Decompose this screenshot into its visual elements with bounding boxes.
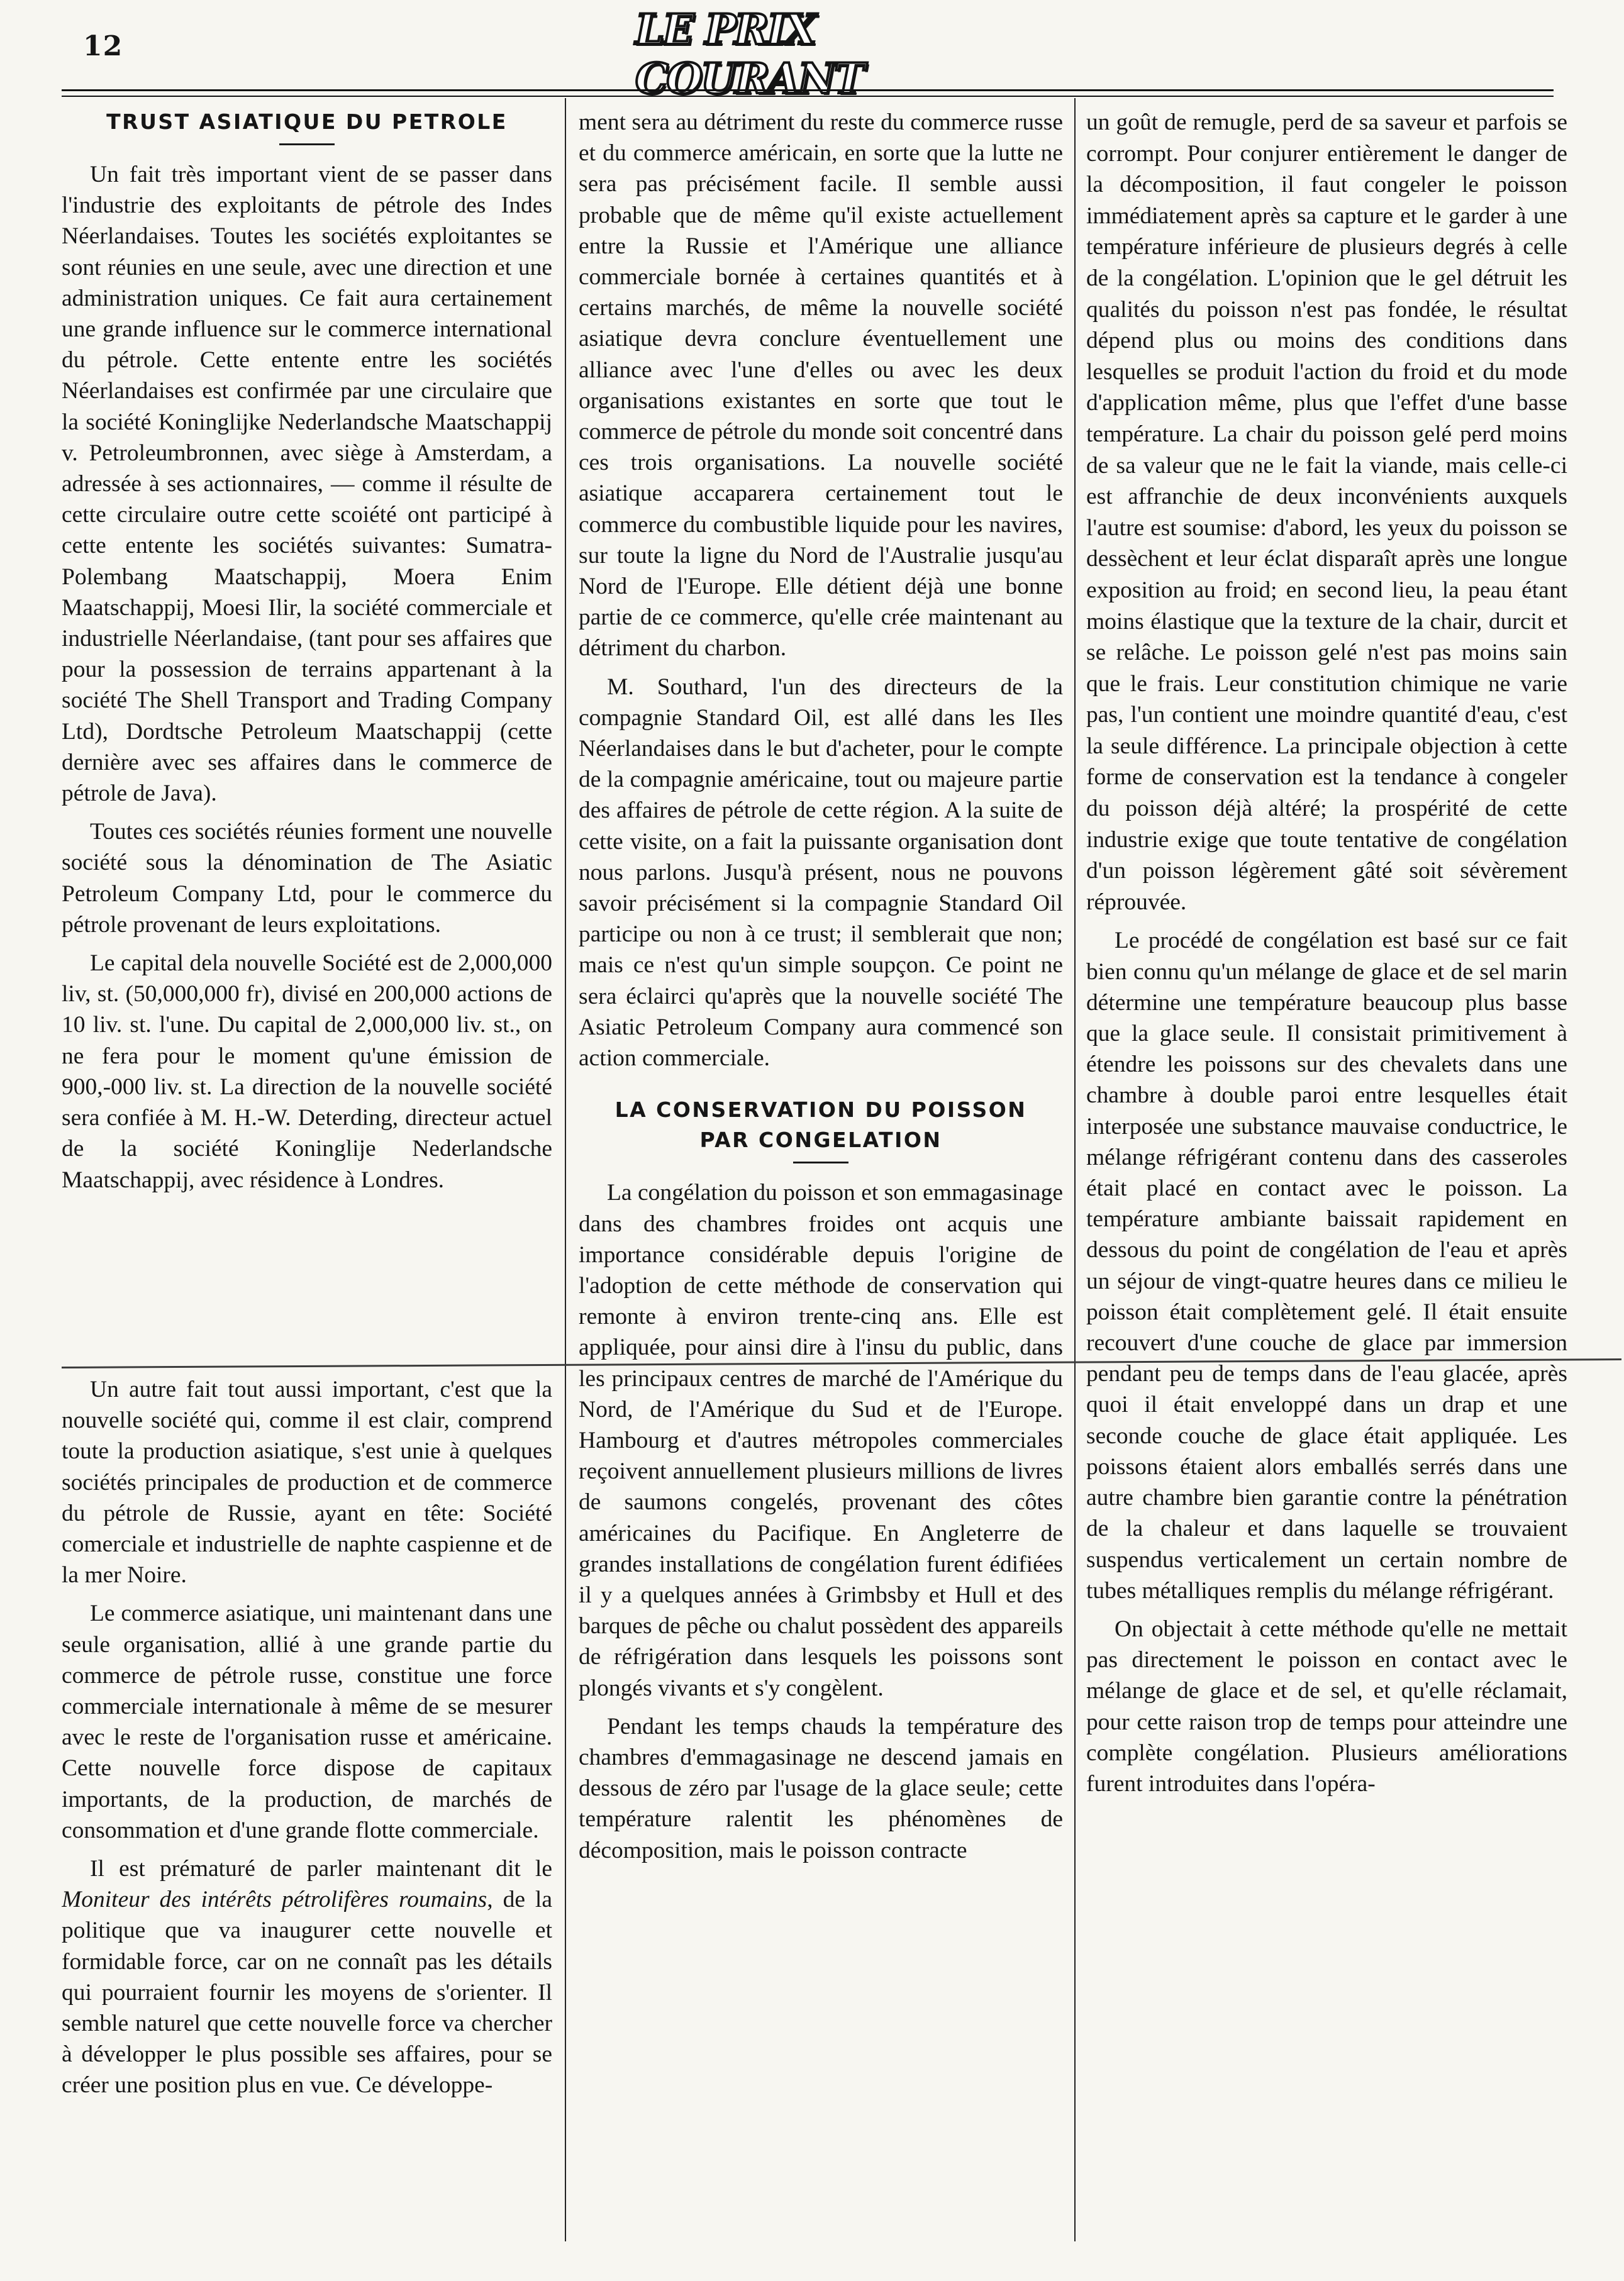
paragraph: Un autre fait tout aussi important, c'est que la nouvelle société qui, comme il est clair, comprend toute la production asiatique, s'est unie à quelques sociétés principales de production et de commerce du pétrole de Russie, ayant en tête: Société comerciale et industrielle de naphte caspienne et de la mer Noire. [62,1377,552,1589]
paragraph: Toutes ces sociétés réunies forment une nouvelle société sous la dénomination de The Asiatic Petroleum Company Ltd, pour le commerce du pétrole provenant de leurs exploitations. [62,819,552,938]
masthead-logo: LE PRIX COURANT [635,5,864,103]
page-number: 12 [83,30,123,62]
paragraph: On objectait à cette méthode qu'elle ne mettait pas directement le poisson en contact avec le mélange de glace et de sel, et qu'elle réclamait, pour cette raison trop de temps pour atteindre une complète congélation. Plusieurs améliorations furent introduites dans l'opéra- [1086,1616,1567,1797]
paragraph-text: , de la politique que va inaugurer cette nouvelle et formidable force, car on ne connaît pas les détails qui pourraient fournir les moyens de s'orienter. Il semble naturel que cette nouvelle force va chercher à développer le plus possible ses affaires, pour se créer une position plus en vue. Ce développe- [62,1887,552,2099]
column-rule-right [1074,98,1076,2241]
article-headline-trust: TRUST ASIATIQUE DU PETROLE [106,109,508,134]
paragraph: Le commerce asiatique, uni maintenant dans une seule organisation, allié à une grande partie du commerce de pétrole russe, constitue une force commerciale internationale à même de se mesurer avec le reste de l'organisation russe et américaine. Cette nouvelle force dispose de capitaux importants, de la production, de marchés de consommation et d'une grande flotte commerciale. [62,1601,552,1843]
top-rule [62,89,1554,97]
paragraph: La congélation du poisson et son emmagasinage dans des chambres froides ont acquis une importance considérable depuis l'origine de l'adoption de cette méthode de conservation qui remonte à environ trente-cinq ans. Elle est appliquée, pour ainsi dire à l'insu du public, dans les principaux centres de marché de l'Amérique du Nord, de l'Amérique du Sud et de l'Europe. Hambourg et d'autres métropoles commerciales reçoivent annuellement plusieurs millions de livres de saumons congelés, provenant des côtes américaines du Pacifique. En Angleterre de grandes installations de congélation furent édifiées il y a quelques années à Grimbsby et Hull et des barques de pêche ou chalut possèdent des appareils de réfrigération dans lesquels les poissons sont plongés vivants et s'y congèlent. [579,1180,1063,1701]
article-headline-poisson-line-1: LA CONSERVATION DU POISSON [615,1097,1027,1123]
paragraph-text: Il est prématuré de parler maintenant dit le [90,1856,552,1882]
paragraph: Pendant les temps chauds la température des chambres d'emmagasinage ne descend jamais en dessous de zéro par l'usage de la glace seule; cette température ralentit les phénomènes de décomposition, mais le poisson contracte [579,1713,1063,1863]
paragraph: Le capital dela nouvelle Société est de 2,000,000 liv, st. (50,000,000 fr), divisé en 200,000 actions de 10 liv. st. l'une. Du capital de 2,000,000 liv. st., on ne fera pour le moment qu'une émission de 900,-000 liv. st. La direction de la nouvelle société sera confiée à M. H.-W. Deterding, directeur actuel de la société Koninglije Nederlandsche Maatschappij, avec résidence à Londres. [62,950,552,1193]
column-rule-left [565,98,566,2241]
column-2 [579,107,1063,2245]
column-1-upper [62,107,552,1375]
article-headline-poisson-line-2: PAR CONGELATION [699,1128,942,1153]
paragraph-with-citation [62,1853,552,2101]
paragraph: Un fait très important vient de se passer dans l'industrie des exploitants de pétrole des Indes Néerlandaises. Toutes les sociétés exploitantes se sont réunies en une seule, avec une direction et une administration uniques. Ce fait aura certainement une grande influence sur le commerce international du pétrole. Cette entente entre les sociétés Néerlandaises est confirmée par une circulaire que la société Koninglijke Nederlandsche Maatschappij v. Petroleumbronnen, avec siège à Amsterdam, a adressée à ses actionnaires, — comme il résulte de cette circulaire outre cette scoiété ont participé à cette entente les sociétés suivantes: Sumatra-Polembang Maatschappij, Moera Enim Maatschappij, Moesi Ilir, la société commerciale et industrielle Néerlandaise, (tant pour ses affaires que pour la possession de terrains appartenant à la société The Shell Transport and Trading Company Ltd), Dordtsche Petroleum Maatschappij (cette dernière avec ses affaires dans le commerce de pétrole de Java). [62,162,552,807]
headline-rule [279,143,335,145]
paragraph: Le procédé de congélation est basé sur ce fait bien connu qu'un mélange de glace et de sel marin détermine une température beaucoup plus basse que la glace seule. Il consistait primitivement à étendre les poissons sur des chevalets dans une chambre à double paroi entre lesquelles était interposée une substance mauvaise conductrice, le mélange réfrigérant contenu dans des casseroles était placé en contact avec le poisson. La température ambiante baissait rapidement en dessous du point de congélation de l'eau et après un séjour de vingt-quatre heures dans ce milieu le poisson était complètement gelé. Il était ensuite recouvert d'une couche de glace par immersion pendant peu de temps dans de l'eau glacée, après quoi il était enveloppé dans un drap et une seconde couche de glace était appliquée. Les poissons étaient alors emballés serrés dans une autre chambre bien garantie contre la pénétration de la chaleur et dans laquelle se trouvaient suspendus verticalement un certain nombre de tubes métalliques remplis du mélange réfrigérant. [1086,928,1567,1604]
article-heading-poisson [579,1095,1063,1163]
paragraph: M. Southard, l'un des directeurs de la compagnie Standard Oil, est allé dans les Iles Néerlandaises dans le but d'acheter, pour le compte de la compagnie américaine, tout ou majeure partie des affaires de pétrole de cette région. A la suite de cette visite, on a fait la puissante organisation dont nous parlons. Jusqu'à présent, nous ne pouvons savoir précisément si la compagnie Standard Oil participe ou non à ce trust; il semblerait que non; mais ce n'est qu'un simple soupçon. Ce point ne sera éclairci qu'après que la nouvelle société The Asiatic Petroleum Company aura commencé son action commerciale. [579,674,1063,1072]
column-3 [1086,107,1567,2245]
paragraph-continued: un goût de remugle, perd de sa saveur et parfois se corrompt. Pour conjurer entièrement le danger de la décomposition, il faut congeler le poisson immédiatement après sa capture et le garder à une température inférieure de plusieurs degrés à celle de la congélation. L'opinion que le gel détruit les qualités du poisson n'est pas fondée, le résultat dépend plus ou moins des conditions dans lesquelles se produit l'action du froid et du mode d'application même, plus que l'effet d'une basse température. La chair du poisson gelé perd moins de sa valeur que ne le fait la viande, mais celle-ci est affranchie de deux inconvénients auxquels l'autre est soumise: d'abord, les yeux du poisson se dessèchent et leur éclat disparaît après une longue exposition au froid; en second lieu, la peau étant moins élastique que la texture de la chair, durcit et se relâche. Le poisson gelé n'est pas moins sain que le frais. Leur constitution chimique ne varie pas, l'un contient une moindre quantité d'eau, c'est la seule différence. La principale objection à cette forme de conservation est la tendance à congeler du poisson déjà altéré; la prospérité de cette industrie exige que toute tentative de congélation d'un poisson légèrement gâté soit sévèrement réprouvée. [1086,109,1567,915]
paragraph-continued: ment sera au détriment du reste du commerce russe et du commerce américain, en sorte que la lutte ne sera pas précisément facile. Il semble aussi probable que de même qu'il existe actuellement entre la Russie et l'Amérique une alliance commerciale bornée à certaines quantités et à certains marchés, de même la nouvelle société asiatique devra conclure éventuellement une alliance avec l'une d'elles ou avec les deux organisations existantes en sorte que tout le commerce de pétrole du monde soit concentré dans ces trois organisations. La nouvelle société asiatique accaparera certainement tout le commerce du combustible liquide pour les navires, sur toute la ligne du Nord de l'Australie jusqu'au Nord de l'Europe. Elle détient déjà une bonne partie de ce commerce, qu'elle crée maintenant au détriment du charbon. [579,109,1063,662]
headline-rule [793,1162,848,1163]
publication-title: Moniteur des intérêts pétrolifères roumains [62,1887,487,1913]
column-1-lower [62,1374,552,2242]
